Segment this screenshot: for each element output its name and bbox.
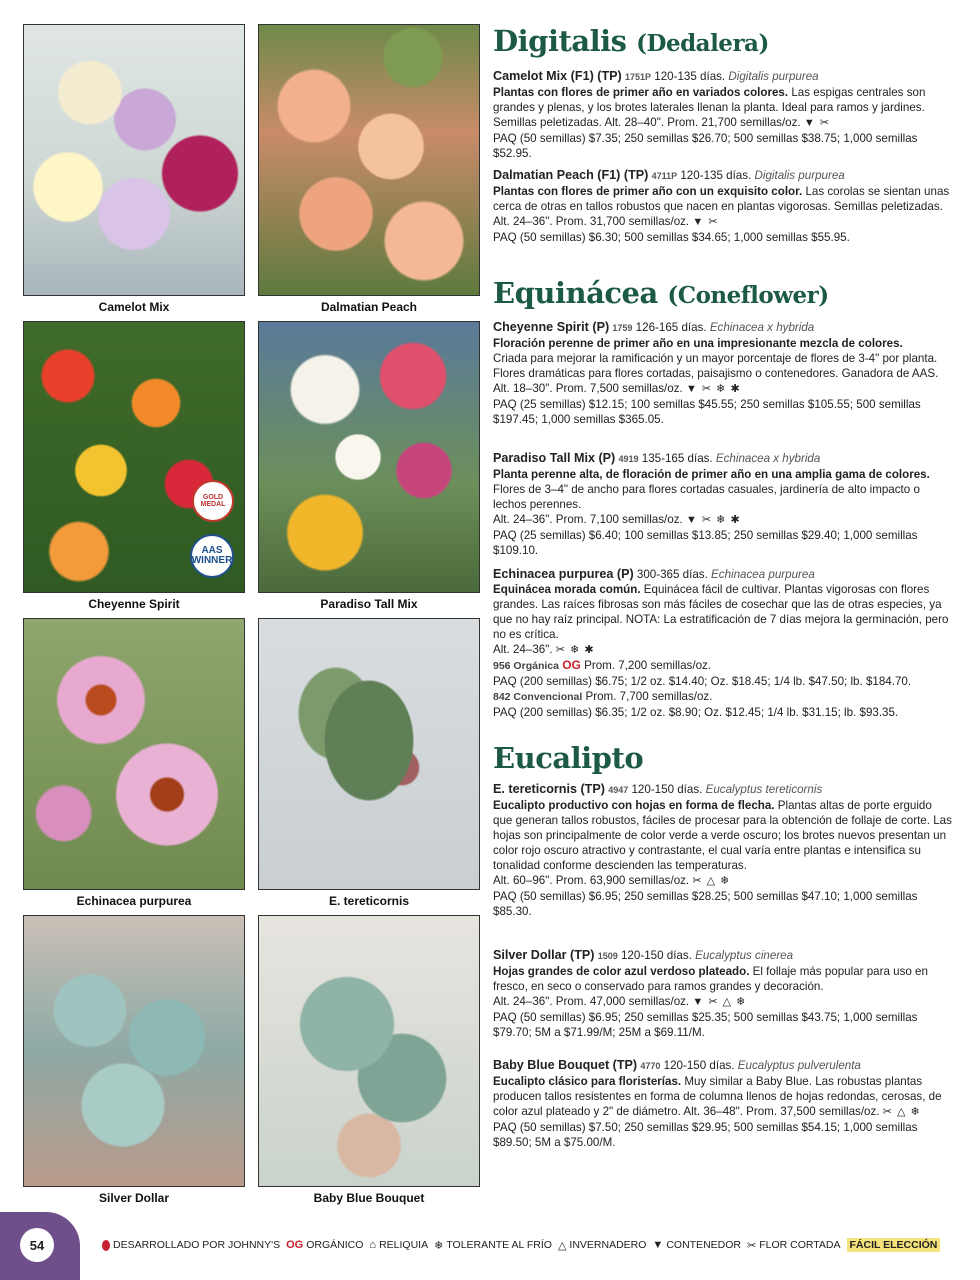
caption-camelot-mix: Camelot Mix xyxy=(98,300,170,314)
entry-alt: Alt. 24–36". Prom. 7,100 semillas/oz. xyxy=(493,513,683,526)
legend-cold xyxy=(434,1239,552,1252)
entry-desc: Equinácea fácil de cultivar. Plantas vigorosas con flores grandes. Las raíces fibrosas son más fáciles de cosechar que las de otras especies, ya que no hay raíz principal. NOTA: La estratificación de 7 días mejora la germinación, pero no es crítica. xyxy=(493,583,949,641)
scissors-icon: ✂ xyxy=(746,1239,757,1252)
entry-echinacea-purpurea xyxy=(493,567,953,720)
entry-lead: Plantas con flores de primer año en variados colores. xyxy=(493,86,789,99)
entry-latin: Echinacea x hybrida xyxy=(709,321,815,334)
johnnys-seed-icon xyxy=(102,1240,110,1251)
entry-code: 4919 xyxy=(618,454,639,464)
conventional-variant-label: 842 Convencional xyxy=(493,691,583,703)
entry-lead: Hojas grandes de color azul verdoso plateado. xyxy=(493,965,750,978)
photo-paradiso-tall-mix xyxy=(258,321,480,593)
section-eucalipto xyxy=(493,741,953,775)
snowflake-icon: ❄ xyxy=(434,1239,444,1252)
legend-greenhouse-label: INVERNADERO xyxy=(569,1239,647,1251)
photo-card-baby-blue-bouquet xyxy=(258,915,480,1205)
photo-baby-blue-bouquet xyxy=(258,915,480,1187)
legend-johnnys xyxy=(102,1239,280,1251)
entry-desc: Flores de 3–4" de ancho para flores cortadas casuales, jardinería de alto impacto o lechos perennes. xyxy=(493,483,920,511)
entry-days: 126-165 días. xyxy=(635,321,707,334)
photo-e-tereticornis xyxy=(258,618,480,890)
cut-greenhouse-cold-icon: ✂ △ ❄ xyxy=(882,1106,921,1118)
aas-winner-badge: AAS WINNER xyxy=(190,534,234,578)
photo-cheyenne-spirit xyxy=(23,321,245,593)
entry-lead: Eucalipto clásico para floristerías. xyxy=(493,1075,682,1088)
legend-greenhouse xyxy=(558,1239,646,1252)
page-number: 54 xyxy=(20,1228,54,1262)
organic-og-icon: OG xyxy=(286,1239,304,1251)
entry-latin: Digitalis purpurea xyxy=(754,169,845,182)
title-digitalis: Digitalis xyxy=(493,24,627,58)
conventional-prices: PAQ (200 semillas) $6.35; 1/2 oz. $8.90; Oz. $12.45; 1/4 lb. $31.15; lb. $93.35. xyxy=(493,706,899,719)
entry-lead: Plantas con flores de primer año con un exquisito color. xyxy=(493,185,803,198)
entry-code: 4947 xyxy=(608,785,629,795)
entry-lead: Planta perenne alta, de floración de primer año en una amplia gama de colores. xyxy=(493,468,930,481)
legend-heirloom xyxy=(369,1239,428,1251)
photo-silver-dollar xyxy=(23,915,245,1187)
organic-og-icon: OG xyxy=(562,658,581,672)
entry-latin: Eucalyptus tereticornis xyxy=(705,783,823,796)
entry-prices: PAQ (50 semillas) $6.30; 500 semillas $34.65; 1,000 semillas $55.95. xyxy=(493,231,850,244)
title-eucalipto: Eucalipto xyxy=(493,741,644,775)
legend-container xyxy=(652,1239,741,1251)
section-title-equinacea xyxy=(493,276,953,313)
entry-days: 135-165 días. xyxy=(641,452,713,465)
entry-code: 4711P xyxy=(651,171,678,181)
legend-cold-label: TOLERANTE AL FRÍO xyxy=(446,1239,552,1251)
entry-lead: Equinácea morada común. xyxy=(493,583,641,596)
entry-baby-blue-bouquet xyxy=(493,1058,953,1150)
entry-latin: Eucalyptus pulverulenta xyxy=(737,1059,861,1072)
entry-name: Dalmatian Peach (F1) (TP) xyxy=(493,168,649,182)
legend-container-label: CONTENEDOR xyxy=(666,1239,741,1251)
entry-latin: Echinacea x hybrida xyxy=(715,452,821,465)
entry-alt: Alt. 18–30". Prom. 7,500 semillas/oz. xyxy=(493,382,683,395)
photo-camelot-mix xyxy=(23,24,245,296)
entry-desc: Las espigas centrales son grandes y plenas, y los brotes laterales llenan la planta. Ideal para ramos y jardines. Semillas peletizadas. Alt. 28–40". Prom. 21,700 semillas/oz. xyxy=(493,86,926,129)
entry-prices: PAQ (50 semillas) $7.50; 250 semillas $29.95; 500 semillas $54.15; 1,000 semillas $89.50; 5M a $75.00/M. xyxy=(493,1121,918,1149)
caption-echinacea-purpurea: Echinacea purpurea xyxy=(76,894,192,908)
container-cut-flower-icon: ▼ ✂ xyxy=(803,117,831,129)
entry-latin: Digitalis purpurea xyxy=(728,70,819,83)
entry-lead: Eucalipto productivo con hojas en forma de flecha. xyxy=(493,799,775,812)
caption-dalmatian-peach: Dalmatian Peach xyxy=(320,300,418,314)
entry-days: 120-135 días. xyxy=(654,70,726,83)
container-cut-cold-heirloom-icon: ▼ ✂ ❄ ✱ xyxy=(685,383,741,395)
gold-medal-badge: GOLD MEDAL xyxy=(192,480,234,522)
greenhouse-icon: △ xyxy=(557,1239,567,1252)
photo-echinacea-purpurea xyxy=(23,618,245,890)
organic-prices: PAQ (200 semillas) $6.75; 1/2 oz. $14.40; Oz. $18.45; 1/4 lb. $47.50; lb. $184.70. xyxy=(493,675,912,688)
entry-prices: PAQ (50 semillas) $6.95; 250 semillas $25.35; 500 semillas $43.75; 1,000 semillas $79.70; 5M a $71.99/M; 25M a $69.11/M. xyxy=(493,1011,918,1039)
entry-latin: Eucalyptus cinerea xyxy=(695,949,794,962)
entry-code: 1751P xyxy=(624,72,652,82)
entry-prices: PAQ (25 semillas) $12.15; 100 semillas $45.55; 250 semillas $105.55; 500 semillas $197.45; 1,000 semillas $365.05. xyxy=(493,398,921,426)
entry-name: Cheyenne Spirit (P) xyxy=(493,320,610,334)
title-equinacea: Equinácea xyxy=(493,276,658,310)
entry-paradiso-tall-mix xyxy=(493,451,953,558)
section-digitalis xyxy=(493,24,953,61)
entry-dalmatian-peach xyxy=(493,168,953,245)
entry-lead: Floración perenne de primer año en una impresionante mezcla de colores. xyxy=(493,337,903,350)
entry-name: Paradiso Tall Mix (P) xyxy=(493,451,616,465)
caption-baby-blue-bouquet: Baby Blue Bouquet xyxy=(313,1191,425,1205)
entry-alt: Alt. 24–36". Prom. 31,700 semillas/oz. xyxy=(493,215,690,228)
caption-silver-dollar: Silver Dollar xyxy=(98,1191,170,1205)
cut-cold-heirloom-icon: ✂ ❄ ✱ xyxy=(555,644,595,656)
entry-latin: Echinacea purpurea xyxy=(711,568,815,581)
photo-dalmatian-peach xyxy=(258,24,480,296)
container-icon: ▼ xyxy=(652,1239,664,1251)
legend-cut-flower xyxy=(747,1239,841,1252)
container-cut-flower-icon: ▼ ✂ xyxy=(692,216,719,228)
entry-days: 300-365 días. xyxy=(636,568,708,581)
entry-code: 4770 xyxy=(640,1061,661,1071)
organic-seeds: Prom. 7,200 semillas/oz. xyxy=(584,659,712,672)
entry-code: 1759 xyxy=(612,323,633,333)
entry-alt: Alt. 24–36". Prom. 47,000 semillas/oz. xyxy=(493,995,690,1008)
container-cut-greenhouse-cold-icon: ▼ ✂ △ ❄ xyxy=(692,996,747,1008)
legend-organic-label: ORGÁNICO xyxy=(306,1239,364,1251)
entry-camelot-mix xyxy=(493,69,953,161)
caption-e-tereticornis: E. tereticornis xyxy=(328,894,410,908)
entry-prices: PAQ (25 semillas) $6.40; 100 semillas $13.85; 250 semillas $29.40; 1,000 semillas $109.10. xyxy=(493,529,918,557)
organic-variant-label: 956 Orgánica xyxy=(493,660,559,672)
photo-card-silver-dollar xyxy=(23,915,245,1205)
entry-name: Baby Blue Bouquet (TP) xyxy=(493,1058,638,1072)
caption-cheyenne-spirit: Cheyenne Spirit xyxy=(88,597,180,611)
entry-days: 120-150 días. xyxy=(631,783,703,796)
entry-code: 1509 xyxy=(597,951,618,961)
entry-days: 120-150 días. xyxy=(620,949,692,962)
photo-card-cheyenne-spirit xyxy=(23,321,245,611)
photo-card-dalmatian-peach xyxy=(258,24,480,314)
subtitle-equinacea: (Coneflower) xyxy=(667,282,829,309)
entry-prices: PAQ (50 semillas) $6.95; 250 semillas $28.25; 500 semillas $47.10; 1,000 semillas $85.30. xyxy=(493,890,918,918)
photo-card-e-tereticornis xyxy=(258,618,480,908)
section-equinacea xyxy=(493,276,953,313)
photo-card-paradiso-tall-mix xyxy=(258,321,480,611)
legend-heirloom-label: RELIQUIA xyxy=(379,1239,429,1251)
cut-greenhouse-cold-icon: ✂ △ ❄ xyxy=(692,875,731,887)
entry-name: Silver Dollar (TP) xyxy=(493,948,595,962)
photo-card-camelot-mix xyxy=(23,24,245,314)
legend-easy-choice: FÁCIL ELECCIÓN xyxy=(847,1238,941,1252)
entry-silver-dollar xyxy=(493,948,953,1040)
photo-card-echinacea-purpurea xyxy=(23,618,245,908)
section-title-digitalis xyxy=(493,24,953,61)
conventional-seeds: Prom. 7,700 semillas/oz. xyxy=(585,690,713,703)
entry-desc: Las corolas se sientan unas cerca de otras en tallos robustos que nacen en plantas vigorosas. Semillas peletizadas. xyxy=(493,185,950,213)
entry-days: 120-135 días. xyxy=(680,169,752,182)
entry-name: E. tereticornis (TP) xyxy=(493,782,605,796)
subtitle-digitalis: (Dedalera) xyxy=(636,30,769,57)
legend-johnnys-label: DESARROLLADO POR JOHNNY'S xyxy=(113,1239,281,1251)
entry-desc: Muy similar a Baby Blue. Las robustas plantas producen tallos resistentes en forma de columna llenos de hojas redondas, cerosas, de color azul plateado y 2" de diámetro. Alt. 36–48". Prom. 37,500 semillas/oz. xyxy=(493,1075,942,1118)
entry-prices: PAQ (50 semillas) $7.35; 250 semillas $26.70; 500 semillas $38.75; 1,000 semillas $52.95. xyxy=(493,132,918,160)
entry-days: 120-150 días. xyxy=(663,1059,735,1072)
legend-organic xyxy=(286,1239,363,1251)
container-cut-cold-heirloom-icon: ▼ ✂ ❄ ✱ xyxy=(685,514,741,526)
section-title-eucalipto xyxy=(493,741,953,775)
entry-desc: Criada para mejorar la ramificación y un mayor porcentaje de flores de 3-4" por planta. Flores dramáticas para flores cortadas, paisajismo o contenedores. Ganadora de AAS. xyxy=(493,352,939,380)
entry-desc: Plantas altas de porte erguido que generan tallos robustos, fáciles de procesar para la obtención de follaje de corte. Las hojas son principalmente de color verde a verde oscuro; los brotes nuevos presentan un color rojo oscuro atractivo y contrastante, el cual varía entre plantas e intensifica su tonalidad conforme descienden las temperaturas. xyxy=(493,799,952,872)
symbol-legend xyxy=(102,1238,946,1252)
entry-desc: El follaje más popular para uso en fresco, en seco o conservado para ramos grandes y decoración. xyxy=(493,965,928,993)
entry-alt: Alt. 60–96". Prom. 63,900 semillas/oz. xyxy=(493,874,690,887)
entry-name: Echinacea purpurea (P) xyxy=(493,567,634,581)
entry-e-tereticornis xyxy=(493,782,953,919)
legend-cut-flower-label: FLOR CORTADA xyxy=(759,1239,841,1251)
caption-paradiso-tall-mix: Paradiso Tall Mix xyxy=(320,597,418,611)
heirloom-icon: ⌂ xyxy=(369,1239,377,1251)
entry-cheyenne-spirit xyxy=(493,320,953,427)
entry-alt: Alt. 24–36". xyxy=(493,643,553,656)
entry-name: Camelot Mix (F1) (TP) xyxy=(493,69,622,83)
